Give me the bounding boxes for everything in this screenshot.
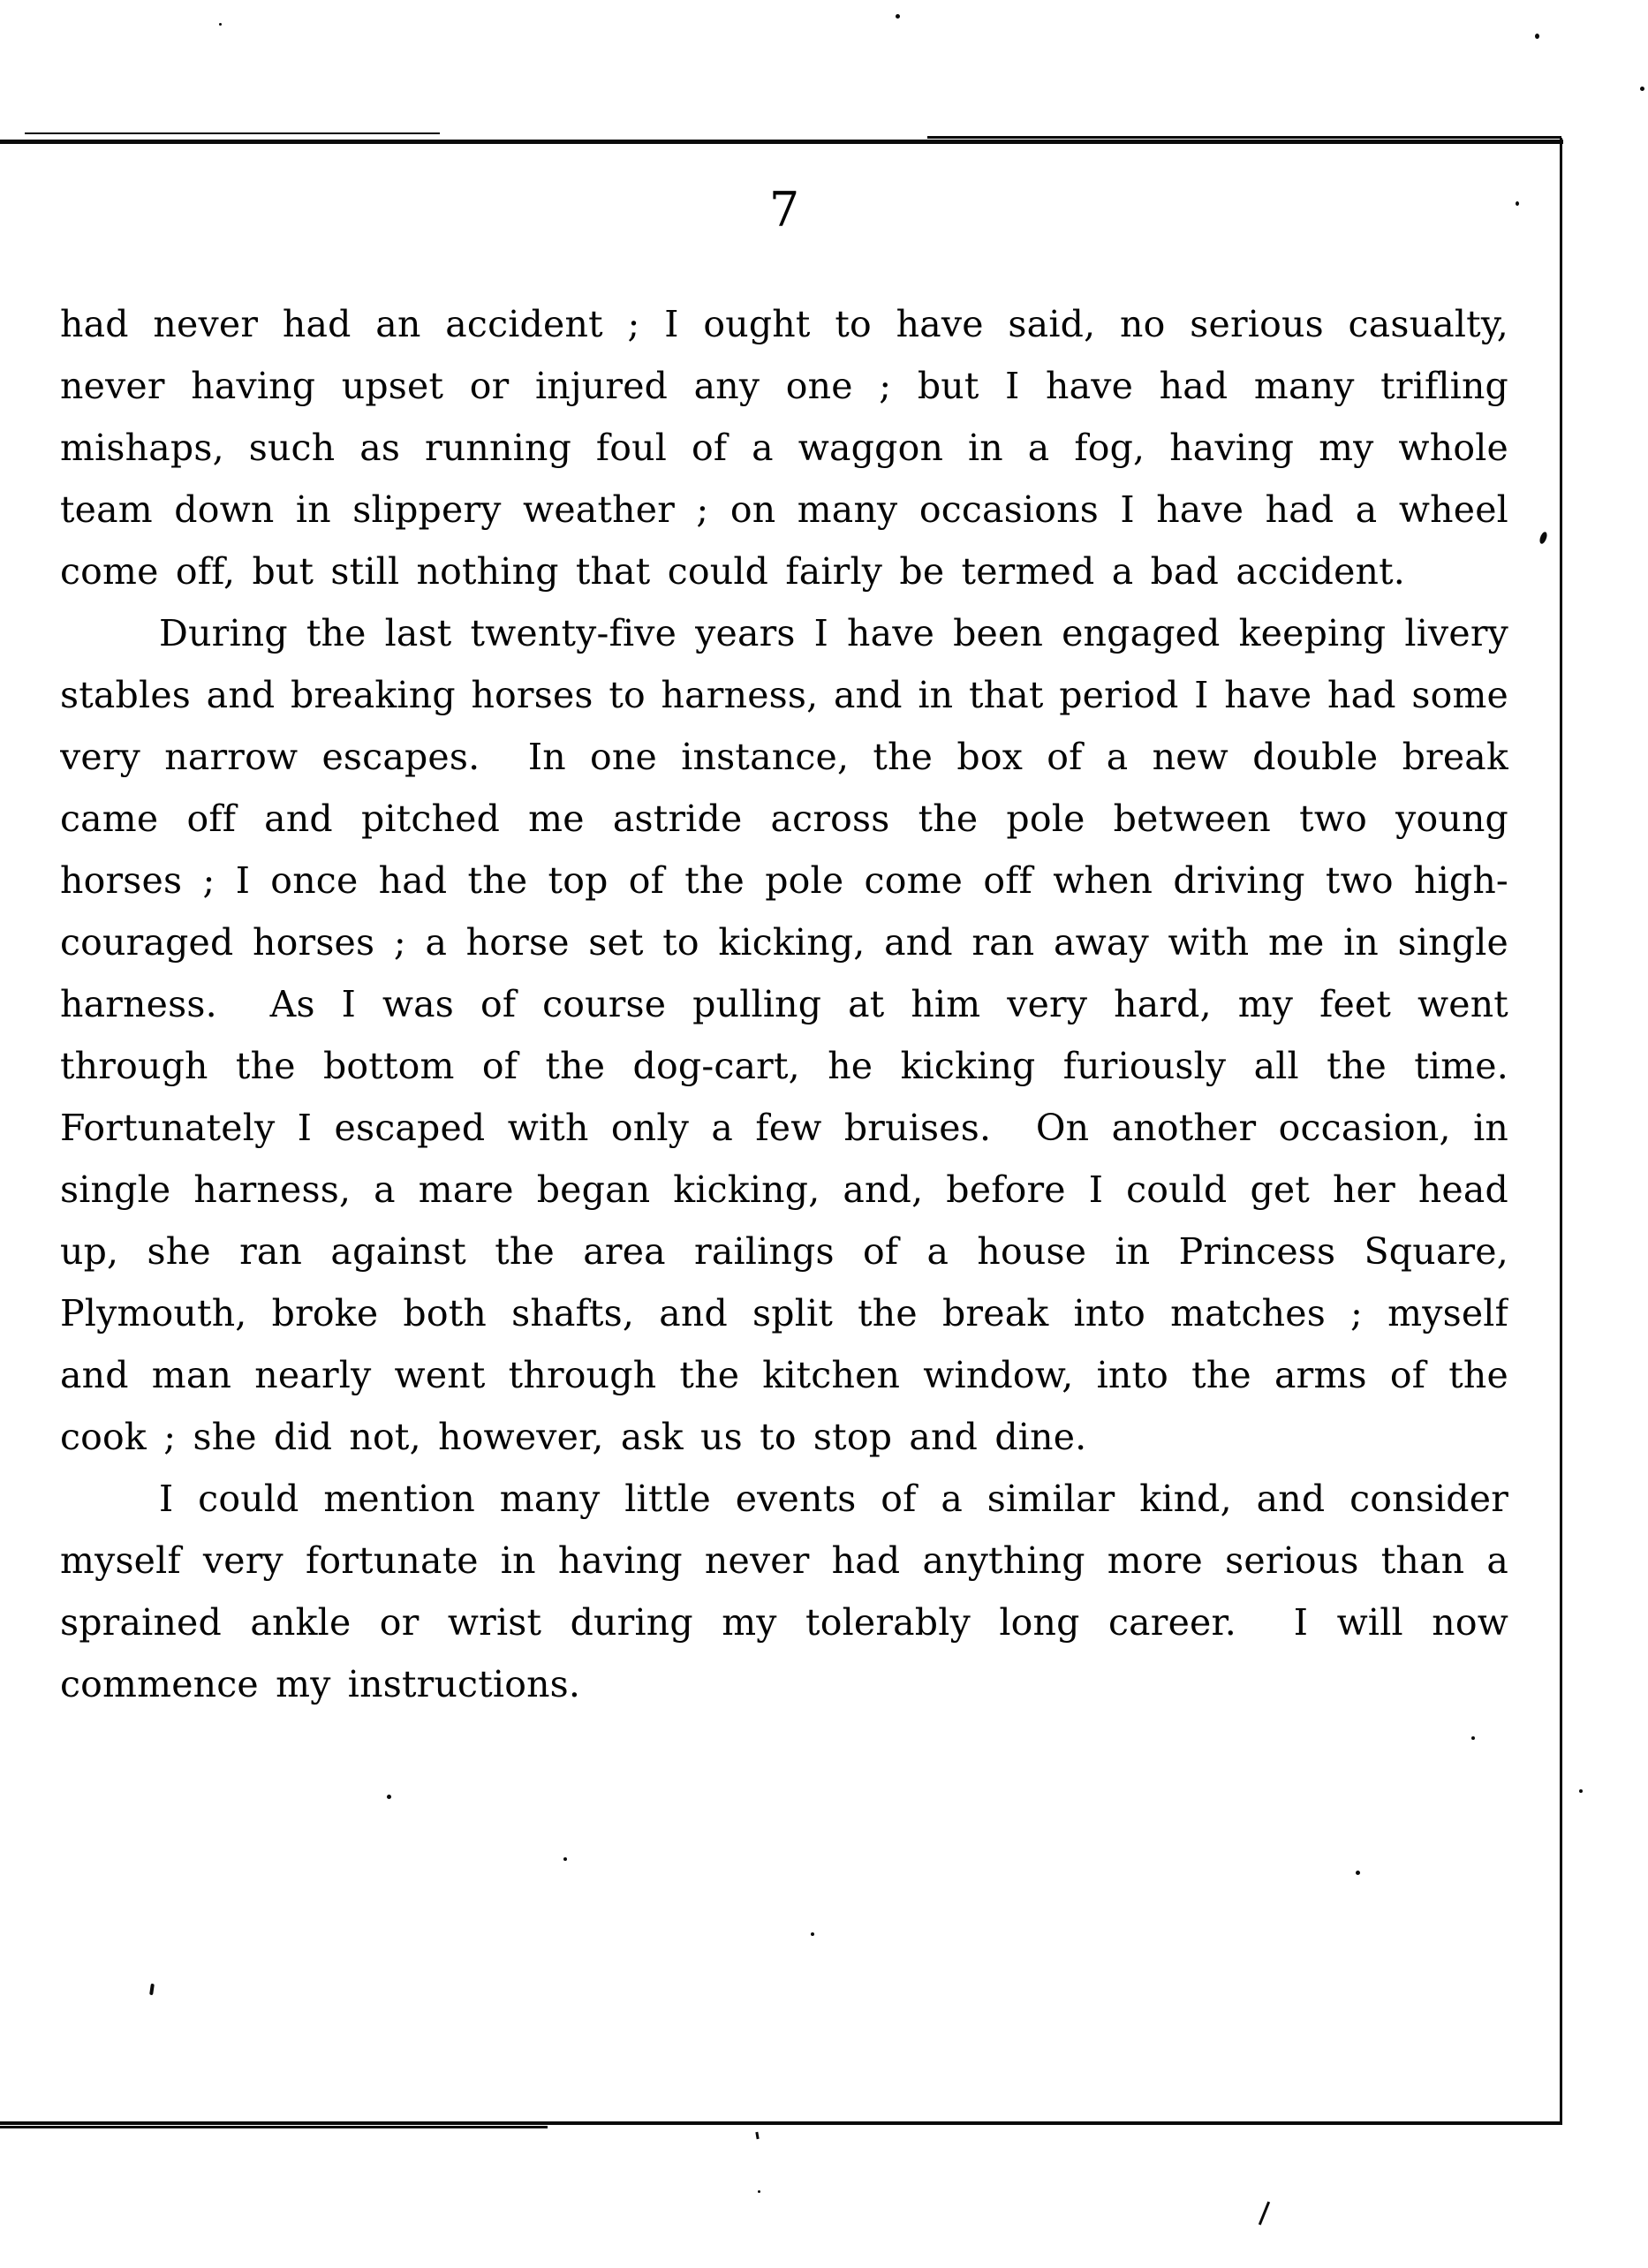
top-border-ghost-line [25,132,440,134]
text-line: mishaps, such as running foul of a waggon in a fog, having my whole [60,427,1508,469]
ink-speck [896,14,900,19]
text-line: harness. As I was of course pulling at him very hard, my feet went [60,983,1508,1025]
right-border-line [1560,138,1562,2125]
text-line: never having upset or injured any one ; but I have had many trifling [60,365,1508,407]
text-line: commence my instructions. [60,1663,581,1705]
ink-speck [563,1857,567,1861]
ink-speck [1579,1789,1583,1793]
text-line: came off and pitched me astride across the pole between two young [60,798,1508,840]
text-line: horses ; I once had the top of the pole come off when driving two high- [60,859,1508,902]
text-line: Fortunately I escaped with only a few bruises. On another occasion, in [60,1107,1508,1149]
text-line: couraged horses ; a horse set to kicking, and ran away with me in single [60,921,1508,964]
text-line: very narrow escapes. In one instance, the box of a new double break [60,736,1508,778]
text-line: stables and breaking horses to harness, and in that period I have had some [60,674,1508,716]
text-line: team down in slippery weather ; on many occasions I have had a wheel [60,488,1508,531]
body-text [60,293,1508,1715]
text-line: sprained ankle or wrist during my tolerably long career. I will now [60,1601,1508,1644]
stray-slash-mark [1259,2201,1270,2225]
ink-speck [1471,1736,1475,1740]
text-line: myself very fortunate in having never had anything more serious than a [60,1539,1508,1582]
text-line: had never had an accident ; I ought to have said, no serious casualty, [60,303,1508,345]
top-border-line [0,140,1563,144]
text-line: and man nearly went through the kitchen window, into the arms of the [60,1354,1508,1396]
ink-speck [1356,1871,1360,1875]
text-line: up, she ran against the area railings of a house in Princess Square, [60,1230,1508,1273]
text-line: come off, but still nothing that could fairly be termed a bad accident. [60,550,1406,593]
text-line-paragraph-start: I could mention many little events of a similar kind, and consider [159,1478,1508,1520]
ink-speck [758,2190,760,2193]
ink-tick [755,2132,759,2139]
margin-ink-mark [1538,531,1547,544]
text-line-paragraph-start: During the last twenty-five years I have been engaged keeping livery [159,612,1508,654]
page-number: 7 [768,182,800,238]
ink-speck [1516,201,1519,206]
top-border-thick-line [927,136,1561,139]
text-line: through the bottom of the dog-cart, he kicking furiously all the time. [60,1045,1508,1087]
text-line: single harness, a mare began kicking, and, before I could get her head [60,1168,1508,1211]
ink-speck [219,23,222,26]
text-line: cook ; she did not, however, ask us to stop and dine. [60,1416,1087,1458]
ink-speck [1535,34,1539,39]
ink-speck [1640,87,1644,91]
ink-speck [387,1795,391,1799]
ink-speck [811,1932,814,1936]
text-line: Plymouth, broke both shafts, and split the break into matches ; myself [60,1292,1508,1334]
bottom-border-line [0,2121,1561,2125]
bottom-border-wobble [0,2126,548,2128]
ink-tick [149,1984,155,1995]
